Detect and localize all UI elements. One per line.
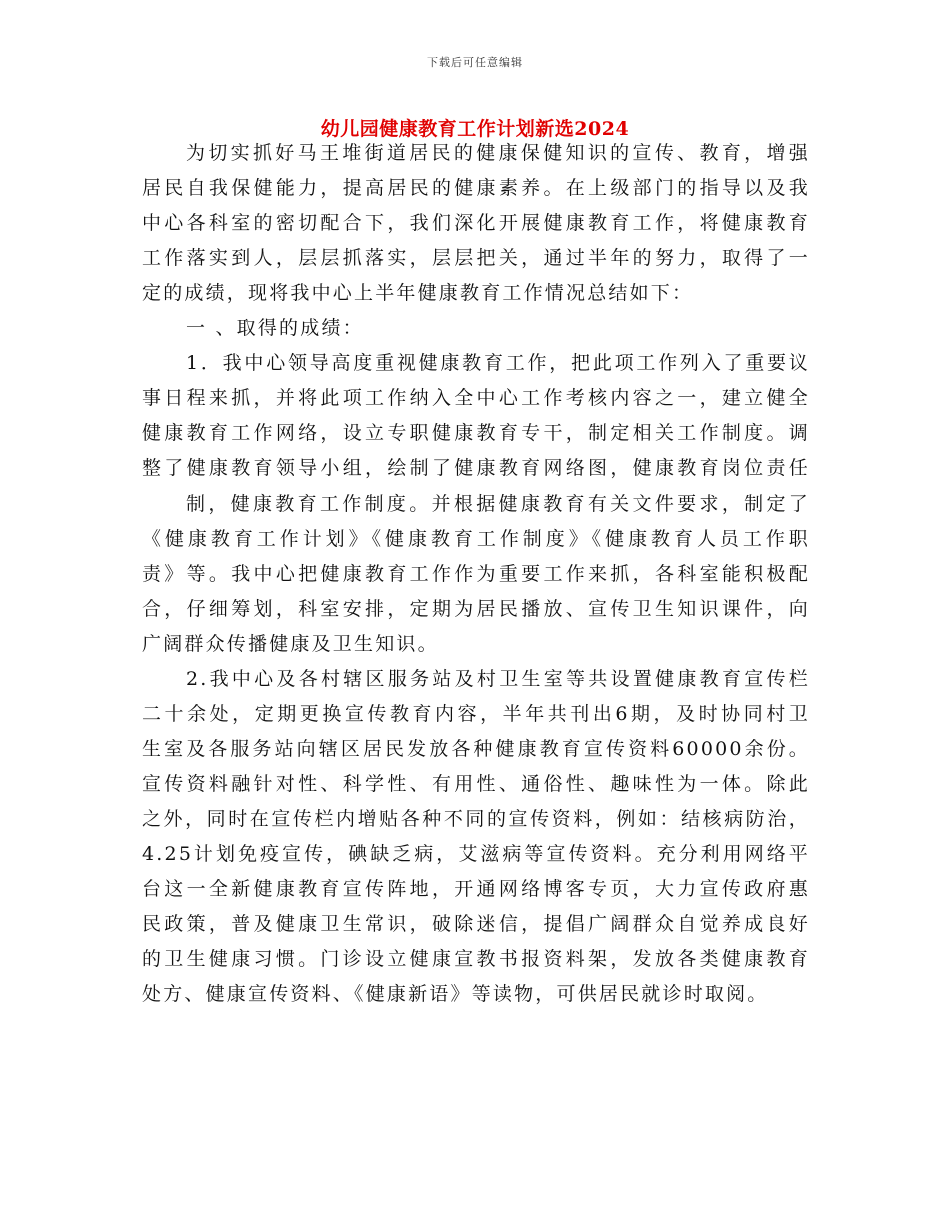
paragraph-line: 为切实抓好马王堆街道居民的健康保健知识的宣传、教育，增强 — [186, 142, 810, 164]
paragraph-line: 处方、健康宣传资料、《健康新语》等读物，可供居民就诊时取阅。 — [142, 983, 769, 1005]
paragraph-line: 制，健康教育工作制度。并根据健康教育有关文件要求，制定了 — [186, 493, 810, 515]
paragraph-line: 定的成绩，现将我中心上半年健康教育工作情况总结如下： — [142, 282, 694, 304]
paragraph-line: 中心各科室的密切配合下，我们深化开展健康教育工作，将健康教育 — [142, 212, 810, 234]
paragraph-line: 居民自我保健能力，提高居民的健康素养。在上级部门的指导以及我 — [142, 177, 810, 199]
paragraph-line: 宣传资料融针对性、科学性、有用性、通俗性、趣味性为一体。除此 — [142, 773, 810, 795]
document-body — [142, 136, 810, 1012]
paragraph-line: 之外，同时在宣传栏内增贴各种不同的宣传资料，例如：结核病防治， — [142, 808, 810, 830]
paragraph-line: 台这一全新健康教育宣传阵地，开通网络博客专页，大力宣传政府惠 — [142, 878, 810, 900]
paragraph-line: 事日程来抓，并将此项工作纳入全中心工作考核内容之一，建立健全 — [142, 387, 810, 409]
paragraph-line: 的卫生健康习惯。门诊设立健康宣教书报资料架，发放各类健康教育 — [142, 948, 810, 970]
paragraph-line: 广阔群众传播健康及卫生知识。 — [142, 633, 439, 655]
paragraph-line: 责》等。我中心把健康教育工作作为重要工作来抓，各科室能积极配 — [142, 563, 810, 585]
paragraph-line: 生室及各服务站向辖区居民发放各种健康教育宣传资料60000余份。 — [142, 738, 810, 760]
paragraph-line: 民政策，普及健康卫生常识，破除迷信，提倡广阔群众自觉养成良好 — [142, 913, 810, 935]
paragraph-line: 合，仔细筹划，科室安排，定期为居民播放、宣传卫生知识课件，向 — [142, 598, 810, 620]
paragraph-line: 二十余处，定期更换宣传教育内容，半年共刊出6期，及时协同村卫 — [142, 703, 810, 725]
paragraph-line: 1．我中心领导高度重视健康教育工作，把此项工作列入了重要议 — [186, 352, 810, 374]
paragraph-line: 4.25计划免疫宣传，碘缺乏病，艾滋病等宣传资料。充分利用网络平 — [142, 843, 810, 865]
document-title: 幼儿园健康教育工作计划新选2024 — [320, 118, 630, 140]
page-header-note: 下载后可任意编辑 — [427, 56, 523, 69]
paragraph-line: 工作落实到人，层层抓落实，层层把关，通过半年的努力，取得了一 — [142, 247, 810, 269]
paragraph-line: 健康教育工作网络，设立专职健康教育专干，制定相关工作制度。调 — [142, 422, 810, 444]
paragraph-line: 2.我中心及各村辖区服务站及村卫生室等共设置健康教育宣传栏 — [186, 668, 810, 690]
paragraph-line: 《健康教育工作计划》《健康教育工作制度》《健康教育人员工作职 — [142, 528, 810, 550]
section-heading: 一 、取得的成绩： — [186, 317, 364, 339]
paragraph-line: 整了健康教育领导小组，绘制了健康教育网络图，健康教育岗位责任 — [142, 457, 810, 479]
